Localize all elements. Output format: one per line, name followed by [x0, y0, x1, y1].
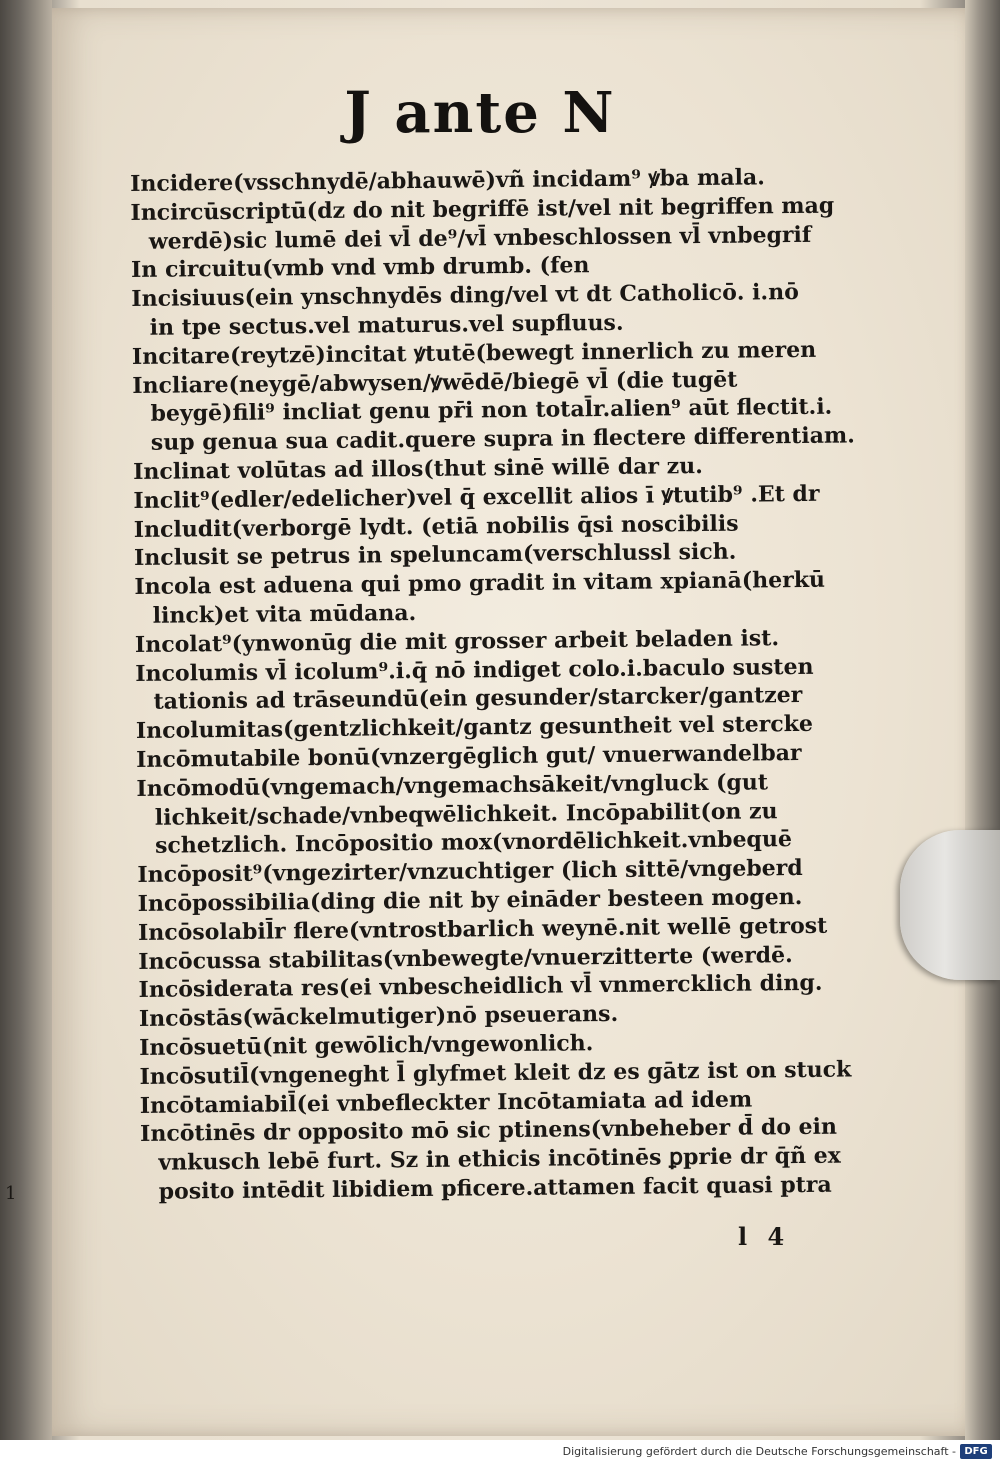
- entry-line: Incircūscriptū(dz do nit begriffē ist/vel nit begriffen mag: [130, 192, 835, 226]
- margin-mark: 1: [5, 1183, 17, 1204]
- entry-line: Incliare(neygē/abwysen/ꝟwēdē/biegē vl̄ (die tugēt: [132, 366, 738, 399]
- entry-line: werdē)sic lumē dei vl̄ de⁹/vl̄ vnbeschlossen vl̄ vnbegrif: [148, 221, 812, 255]
- entry-line: Incōsuetū(nit gewōlich/vngewonlich.: [139, 1030, 594, 1061]
- entry-line: Incōsolabil̄r flere(vntrostbarlich weynē.nit wellē getrost: [137, 912, 828, 946]
- entry-line: Inclusit se petrus in speluncam(verschlussl sich.: [133, 539, 737, 572]
- entry-line: lichkeit/schade/vnbeqwēlichkeit. Incōpabilit(on zu: [154, 797, 778, 831]
- entry-line: Incōtinēs dr opposito mō sic ptinens(vnbeheber d̄ do ein: [139, 1113, 838, 1148]
- signature-mark: l 4: [738, 1222, 791, 1251]
- entry-line: Incōmodū(vngemach/vngemachsākeit/vngluck (gut: [136, 769, 769, 802]
- entry-line: linck)et vita mūdana.: [152, 599, 417, 629]
- entry-line: Incōpossibilia(ding die nit by eināder besteen mogen.: [137, 883, 803, 917]
- entry-line: Incōposit⁹(vngezirter/vnzuchtiger (lich sittē/vngeberd: [137, 855, 803, 889]
- entry-line: Incolumis vl̄ icolum⁹.i.q̄ nō indiget colo.i.baculo susten: [135, 653, 814, 687]
- dictionary-entries: [130, 163, 855, 1207]
- entry-line: schetzlich. Incōpositio mox(vnordēlichkeit.vnbequē: [154, 826, 793, 860]
- dfg-logo-icon: DFG: [960, 1444, 992, 1459]
- entry-line: in tpe sectus.vel maturus.vel supfluus.: [149, 309, 624, 341]
- entry-line: Inclit⁹(edler/edelicher)vel q̄ excellit alios ī ꝟtutib⁹ .Et dr: [133, 480, 820, 514]
- entry-line: Incola est aduena qui pmo gradit in vitam xpianā(herkū: [134, 566, 826, 601]
- entry-line: Inclinat volūtas ad illos(thut sinē willē dar zu.: [133, 452, 703, 485]
- entry-line: Incitare(reytzē)incitat ꝟtutē(bewegt innerlich zu meren: [131, 336, 817, 370]
- entry-line: beygē)fili⁹ incliat genu pr̄i non total̄r.alien⁹ aūt flectit.i.: [150, 394, 833, 428]
- entry-line: vnkusch lebē furt. Sz in ethicis incōtinēs ꝑprie dr q̄ñ ex: [158, 1142, 841, 1176]
- entry-line: In circuitu(vmb vnd vmb drumb. (fen: [130, 252, 590, 284]
- entry-line: Incisiuus(ein ynschnydēs ding/vel vt dt Catholicō. i.nō: [131, 279, 799, 313]
- page-edge: [965, 0, 1000, 1440]
- footer-bar: [0, 1440, 1000, 1465]
- entry-line: tationis ad trāseundū(ein gesunder/starcker/gantzer: [153, 682, 803, 716]
- entry-line: Incidere(vsschnydē/abhauwē)vñ incidam⁹ ꝟba mala.: [130, 164, 765, 197]
- page-clip: [900, 830, 1000, 980]
- entry-line: Incōmutabile bonū(vnzergēglich gut/ vnuerwandelbar: [136, 739, 802, 773]
- funding-notice: Digitalisierung gefördert durch die Deutsche Forschungsgemeinschaft -: [562, 1445, 956, 1458]
- entry-line: Incolat⁹(ynwonūg die mit grosser arbeit beladen ist.: [134, 624, 780, 658]
- entry-line: Incōsiderata res(ei vnbescheidlich vl̄ vnmercklich ding.: [138, 970, 823, 1004]
- entry-line: posito intēdit libidiem pficere.attamen facit quasi ptra: [158, 1171, 832, 1205]
- entry-line: Incōsutil̄(vngeneght l̄ glyfmet kleit dz es gātz ist on stuck: [139, 1056, 852, 1090]
- entry-line: Incōtamiabil̄(ei vnbefleckter Incōtamiata ad idem: [139, 1086, 753, 1119]
- entry-line: sup genua sua cadit.quere supra in flectere differentiam.: [150, 422, 855, 456]
- entry-line: Incōstās(wāckelmutiger)nō pseuerans.: [138, 1001, 619, 1033]
- binding-gutter: [0, 0, 52, 1440]
- entry-line: Incōcussa stabilitas(vnbewegte/vnuerzitterte (werdē.: [138, 941, 793, 975]
- running-head: J ante N: [344, 80, 616, 146]
- entry-line: Incolumitas(gentzlichkeit/gantz gesuntheit vel stercke: [135, 711, 814, 745]
- entry-line: Includit(verborgē lydt. (etiā nobilis q̄si noscibilis: [133, 510, 739, 543]
